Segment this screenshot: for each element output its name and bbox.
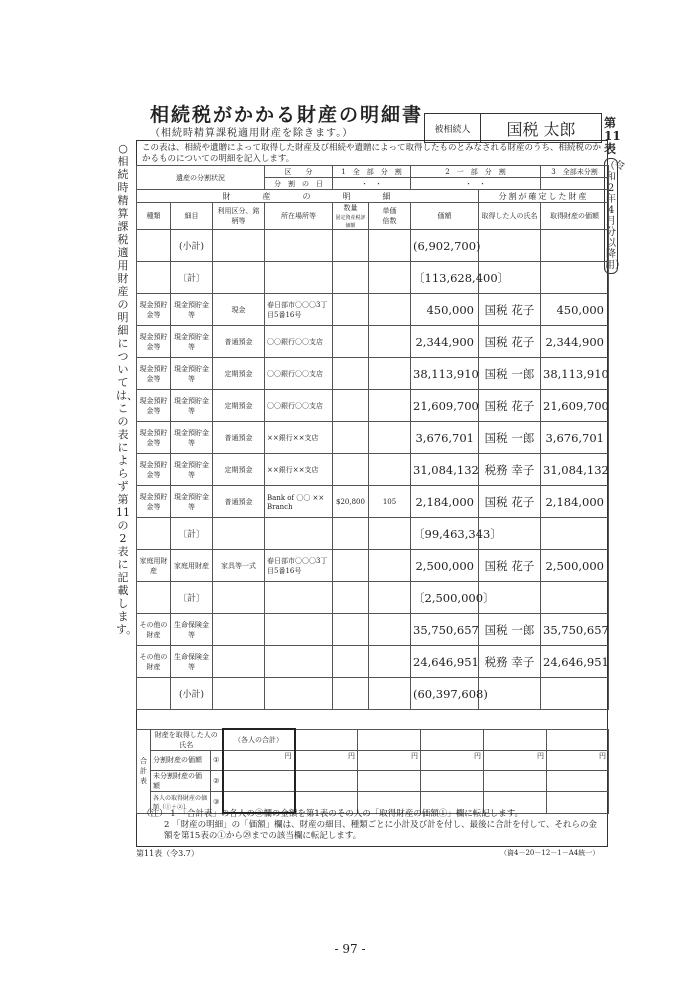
col-riyo: 利用区分、銘柄等 <box>213 203 265 230</box>
row-suryo[interactable] <box>333 614 369 646</box>
row-suryo[interactable] <box>333 326 369 358</box>
heir-name: 国税 太郎 <box>506 119 576 139</box>
summary-row1-label: 分割財産の価額 <box>151 750 211 770</box>
summary-person-5[interactable] <box>547 729 609 750</box>
row-tanka <box>369 230 411 262</box>
table-row <box>137 358 609 390</box>
row-shozai: 〇〇銀行〇〇支店 <box>265 390 333 422</box>
summary-row2-p2[interactable] <box>358 770 421 791</box>
footer-right: （資4－20－12－1－A4統一） <box>500 849 600 857</box>
row-riyo <box>213 678 265 710</box>
note-2: 2 「財産の明細」の「価額」欄は、財産の細目、種類ごとに小計及び計を付し、最後に合計を付して、それらの金額を第15表の①から㉙までの該当欄に転記します。 <box>164 820 597 841</box>
table-row <box>137 262 609 294</box>
row-shurui: 現金預貯金等 <box>137 422 171 454</box>
row-suryo[interactable] <box>333 422 369 454</box>
row-person[interactable]: 国税 一郎 <box>479 614 541 646</box>
row-person[interactable]: 国税 花子 <box>479 326 541 358</box>
summary-table <box>136 728 609 814</box>
table-row <box>137 518 609 550</box>
row-value[interactable]: 450,000 <box>541 294 609 326</box>
row-saimoku: 現金預貯金等 <box>171 358 213 390</box>
row-amount[interactable]: 2,184,000 <box>411 486 479 518</box>
row-riyo <box>213 230 265 262</box>
row-value[interactable]: 35,750,657 <box>541 614 609 646</box>
summary-person-3[interactable] <box>421 729 484 750</box>
row-person[interactable]: 税務 幸子 <box>479 454 541 486</box>
heir-label: 被相続人 <box>425 114 481 142</box>
col-saimoku: 細目 <box>171 203 213 230</box>
row-subtotal-amount[interactable]: 〔2,500,000〕 <box>411 582 479 614</box>
row-shozai <box>265 230 333 262</box>
row-amount[interactable]: 38,113,910 <box>411 358 479 390</box>
row-shurui <box>137 678 171 710</box>
row-riyo <box>213 614 265 646</box>
row-person[interactable]: 税務 幸子 <box>479 646 541 678</box>
summary-row1-total[interactable]: 円 <box>223 750 295 770</box>
row-amount[interactable]: 35,750,657 <box>411 614 479 646</box>
row-value[interactable]: 2,500,000 <box>541 550 609 582</box>
division-col2: 2 一 部 分 割 <box>411 166 541 178</box>
row-riyo <box>213 518 265 550</box>
row-subtotal-amount[interactable]: (60,397,608) <box>411 678 479 710</box>
col-shurui: 種類 <box>137 203 171 230</box>
footer-left: 第11表（令3.7） <box>136 849 199 858</box>
row-riyo <box>213 582 265 614</box>
row-riyo: 現金 <box>213 294 265 326</box>
row-shozai: 春日部市〇〇〇3丁目5番16号 <box>265 294 333 326</box>
row-shurui <box>137 262 171 294</box>
page-number: - 97 - <box>334 942 366 956</box>
row-person[interactable]: 国税 花子 <box>479 550 541 582</box>
summary-row1-p3[interactable]: 円 <box>421 750 484 770</box>
row-riyo: 家具等一式 <box>213 550 265 582</box>
division-col3: 3 全部未分割 <box>541 166 609 178</box>
row-suryo[interactable] <box>333 294 369 326</box>
row-value[interactable]: 2,344,900 <box>541 326 609 358</box>
row-tanka[interactable] <box>369 550 411 582</box>
col-suryo: 数量 固定資産税評価額 <box>333 203 369 230</box>
division-date-3[interactable] <box>541 178 609 190</box>
row-suryo[interactable] <box>333 390 369 422</box>
row-saimoku: 現金預貯金等 <box>171 326 213 358</box>
row-value <box>541 230 609 262</box>
row-amount[interactable]: 31,084,132 <box>411 454 479 486</box>
row-amount[interactable]: 2,500,000 <box>411 550 479 582</box>
row-suryo <box>333 582 369 614</box>
row-tanka <box>369 262 411 294</box>
table-row <box>137 454 609 486</box>
row-value <box>541 582 609 614</box>
row-suryo[interactable] <box>333 550 369 582</box>
note-1: （注） 1 「合計表」の各人の③欄の金額を第1表のその人の「取得財産の価額①」欄に転記します。 <box>142 809 524 819</box>
table-row <box>137 390 609 422</box>
row-amount[interactable]: 3,676,701 <box>411 422 479 454</box>
row-value[interactable]: 31,084,132 <box>541 454 609 486</box>
row-tanka[interactable]: 105 <box>369 486 411 518</box>
summary-row1-p1[interactable]: 円 <box>295 750 358 770</box>
row-shurui <box>137 518 171 550</box>
row-shozai: 〇〇銀行〇〇支店 <box>265 326 333 358</box>
row-shozai: ××銀行××支店 <box>265 422 333 454</box>
table-row <box>137 326 609 358</box>
row-riyo: 定期預金 <box>213 454 265 486</box>
table-row <box>137 550 609 582</box>
row-riyo: 定期預金 <box>213 390 265 422</box>
row-subtotal-label: 〔計〕 <box>171 582 213 614</box>
row-person[interactable]: 国税 花子 <box>479 390 541 422</box>
row-tanka <box>369 518 411 550</box>
row-riyo: 定期預金 <box>213 358 265 390</box>
summary-row1-p5[interactable]: 円 <box>547 750 609 770</box>
row-value[interactable]: 2,184,000 <box>541 486 609 518</box>
row-tanka <box>369 582 411 614</box>
division-date: 分 割 の 日 <box>265 178 333 190</box>
row-shurui: 現金預貯金等 <box>137 486 171 518</box>
division-col1: 1 全 部 分 割 <box>333 166 411 178</box>
col-shutoku: 取得した人の氏名 <box>479 203 541 230</box>
row-shurui: 現金預貯金等 <box>137 454 171 486</box>
row-person[interactable]: 国税 花子 <box>479 294 541 326</box>
group-header-confirmed: 分割が確定した財産 <box>479 190 609 203</box>
row-value <box>541 678 609 710</box>
notes <box>142 809 602 842</box>
row-saimoku: 現金預貯金等 <box>171 454 213 486</box>
row-saimoku: 生命保険金等 <box>171 614 213 646</box>
row-riyo <box>213 262 265 294</box>
group-header-details: 財 産 の 明 細 <box>137 190 479 203</box>
row-person[interactable]: 国税 花子 <box>479 486 541 518</box>
table-row <box>137 582 609 614</box>
division-label: 遺産の分割状況 <box>137 166 265 190</box>
table-row <box>137 678 609 710</box>
row-riyo: 普通預金 <box>213 422 265 454</box>
summary-row2-p4[interactable] <box>484 770 547 791</box>
row-value[interactable]: 3,676,701 <box>541 422 609 454</box>
row-shozai: ××銀行××支店 <box>265 454 333 486</box>
row-amount[interactable]: 2,344,900 <box>411 326 479 358</box>
row-shurui: 現金預貯金等 <box>137 358 171 390</box>
col-kagaku: 価額 <box>411 203 479 230</box>
division-date-1[interactable]: ・ ・ <box>333 178 411 190</box>
summary-row2-p3[interactable] <box>421 770 484 791</box>
table-row <box>137 422 609 454</box>
row-shurui: その他の財産 <box>137 646 171 678</box>
row-subtotal-amount[interactable]: 〔99,463,343〕 <box>411 518 479 550</box>
row-tanka[interactable] <box>369 422 411 454</box>
summary-person-4[interactable] <box>484 729 547 750</box>
row-subtotal-amount[interactable]: (6,902,700) <box>411 230 479 262</box>
row-suryo <box>333 230 369 262</box>
table-body <box>137 230 609 710</box>
property-table <box>136 165 609 710</box>
row-amount[interactable]: 24,646,951 <box>411 646 479 678</box>
division-ku: 区 分 <box>265 166 333 178</box>
form-version: （令和2年4月分以降用） <box>604 158 618 274</box>
row-shurui: 現金預貯金等 <box>137 294 171 326</box>
row-shurui: 現金預貯金等 <box>137 390 171 422</box>
table-row <box>137 614 609 646</box>
side-note: ○相続時精算課税適用財産の明細については、この表によらず第11の2表に記載します。 <box>116 142 138 636</box>
row-person[interactable]: 国税 一郎 <box>479 358 541 390</box>
summary-row2-p5[interactable] <box>547 770 609 791</box>
intro-text: この表は、相続や遺贈によって取得した財産及び相続や遺贈によって取得したものとみなされる財産のうち、相続税のかかるものについての明細を記入します。 <box>142 143 602 164</box>
summary-row1-num: ① <box>211 750 223 770</box>
row-suryo[interactable] <box>333 358 369 390</box>
row-tanka[interactable] <box>369 294 411 326</box>
col-tanka: 単価 倍数 <box>369 203 411 230</box>
row-tanka <box>369 678 411 710</box>
row-tanka[interactable] <box>369 390 411 422</box>
summary-row2-label: 未分割財産の価額 <box>151 770 211 791</box>
row-value[interactable]: 24,646,951 <box>541 646 609 678</box>
row-shozai <box>265 646 333 678</box>
summary-row3-num: ③ <box>211 791 223 813</box>
row-suryo <box>333 678 369 710</box>
summary-all-people: （各人の合計） <box>223 729 295 750</box>
table-row <box>137 294 609 326</box>
form-number: 第11表 <box>604 116 621 156</box>
summary-person-1[interactable] <box>295 729 358 750</box>
row-saimoku: 現金預貯金等 <box>171 390 213 422</box>
row-amount[interactable]: 450,000 <box>411 294 479 326</box>
row-saimoku: 現金預貯金等 <box>171 486 213 518</box>
summary-row1-p2[interactable]: 円 <box>358 750 421 770</box>
row-subtotal-label: 〔計〕 <box>171 262 213 294</box>
division-date-2[interactable]: ・ ・ <box>411 178 541 190</box>
row-value <box>541 262 609 294</box>
table-row <box>137 486 609 518</box>
row-value <box>541 518 609 550</box>
row-tanka[interactable] <box>369 326 411 358</box>
row-tanka[interactable] <box>369 614 411 646</box>
row-shozai <box>265 518 333 550</box>
row-value[interactable]: 38,113,910 <box>541 358 609 390</box>
row-tanka[interactable] <box>369 646 411 678</box>
table-row <box>137 646 609 678</box>
row-suryo <box>333 518 369 550</box>
row-tanka[interactable] <box>369 358 411 390</box>
row-suryo[interactable] <box>333 646 369 678</box>
row-shurui: 家庭用財産 <box>137 550 171 582</box>
row-shozai <box>265 678 333 710</box>
row-subtotal-amount[interactable]: 〔113,628,400〕 <box>411 262 479 294</box>
row-saimoku: 現金預貯金等 <box>171 422 213 454</box>
summary-row2-num: ② <box>211 770 223 791</box>
row-shozai: Bank of 〇〇 ×× Branch <box>265 486 333 518</box>
summary-row2-p1[interactable] <box>295 770 358 791</box>
row-shozai <box>265 262 333 294</box>
row-shurui: その他の財産 <box>137 614 171 646</box>
row-person <box>479 230 541 262</box>
row-shurui <box>137 230 171 262</box>
summary-row3-label: 各人の取得財産の価額（①＋②） <box>151 791 211 813</box>
row-shozai <box>265 582 333 614</box>
row-tanka[interactable] <box>369 454 411 486</box>
summary-row1-p4[interactable]: 円 <box>484 750 547 770</box>
row-shurui: 現金預貯金等 <box>137 326 171 358</box>
col-shutoku-kagaku: 取得財産の価額 <box>541 203 609 230</box>
row-saimoku: 家庭用財産 <box>171 550 213 582</box>
row-amount[interactable]: 21,609,700 <box>411 390 479 422</box>
page-subtitle: （相続時精算課税適用財産を除きます。） <box>150 128 354 139</box>
col-shozai: 所在場所等 <box>265 203 333 230</box>
row-shozai: 春日部市〇〇〇3丁目5番16号 <box>265 550 333 582</box>
row-subtotal-label: (小計) <box>171 230 213 262</box>
row-suryo[interactable]: $20,800 <box>333 486 369 518</box>
row-riyo: 普通預金 <box>213 486 265 518</box>
summary-label: 合計表 <box>137 729 151 813</box>
page-title: 相続税がかかる財産の明細書 <box>150 104 424 126</box>
row-suryo[interactable] <box>333 454 369 486</box>
row-riyo <box>213 646 265 678</box>
row-shozai: 〇〇銀行〇〇支店 <box>265 358 333 390</box>
row-subtotal-label: (小計) <box>171 678 213 710</box>
row-shozai <box>265 614 333 646</box>
summary-name-row: 財産を取得した人の氏名 <box>151 729 223 750</box>
row-suryo <box>333 262 369 294</box>
row-saimoku: 生命保険金等 <box>171 646 213 678</box>
row-value[interactable]: 21,609,700 <box>541 390 609 422</box>
row-subtotal-label: 〔計〕 <box>171 518 213 550</box>
row-shurui <box>137 582 171 614</box>
table-row <box>137 230 609 262</box>
row-riyo: 普通預金 <box>213 326 265 358</box>
summary-person-2[interactable] <box>358 729 421 750</box>
row-person[interactable]: 国税 一郎 <box>479 422 541 454</box>
heir-box <box>424 113 602 143</box>
row-saimoku: 現金預貯金等 <box>171 294 213 326</box>
summary-row2-total[interactable] <box>223 770 295 791</box>
